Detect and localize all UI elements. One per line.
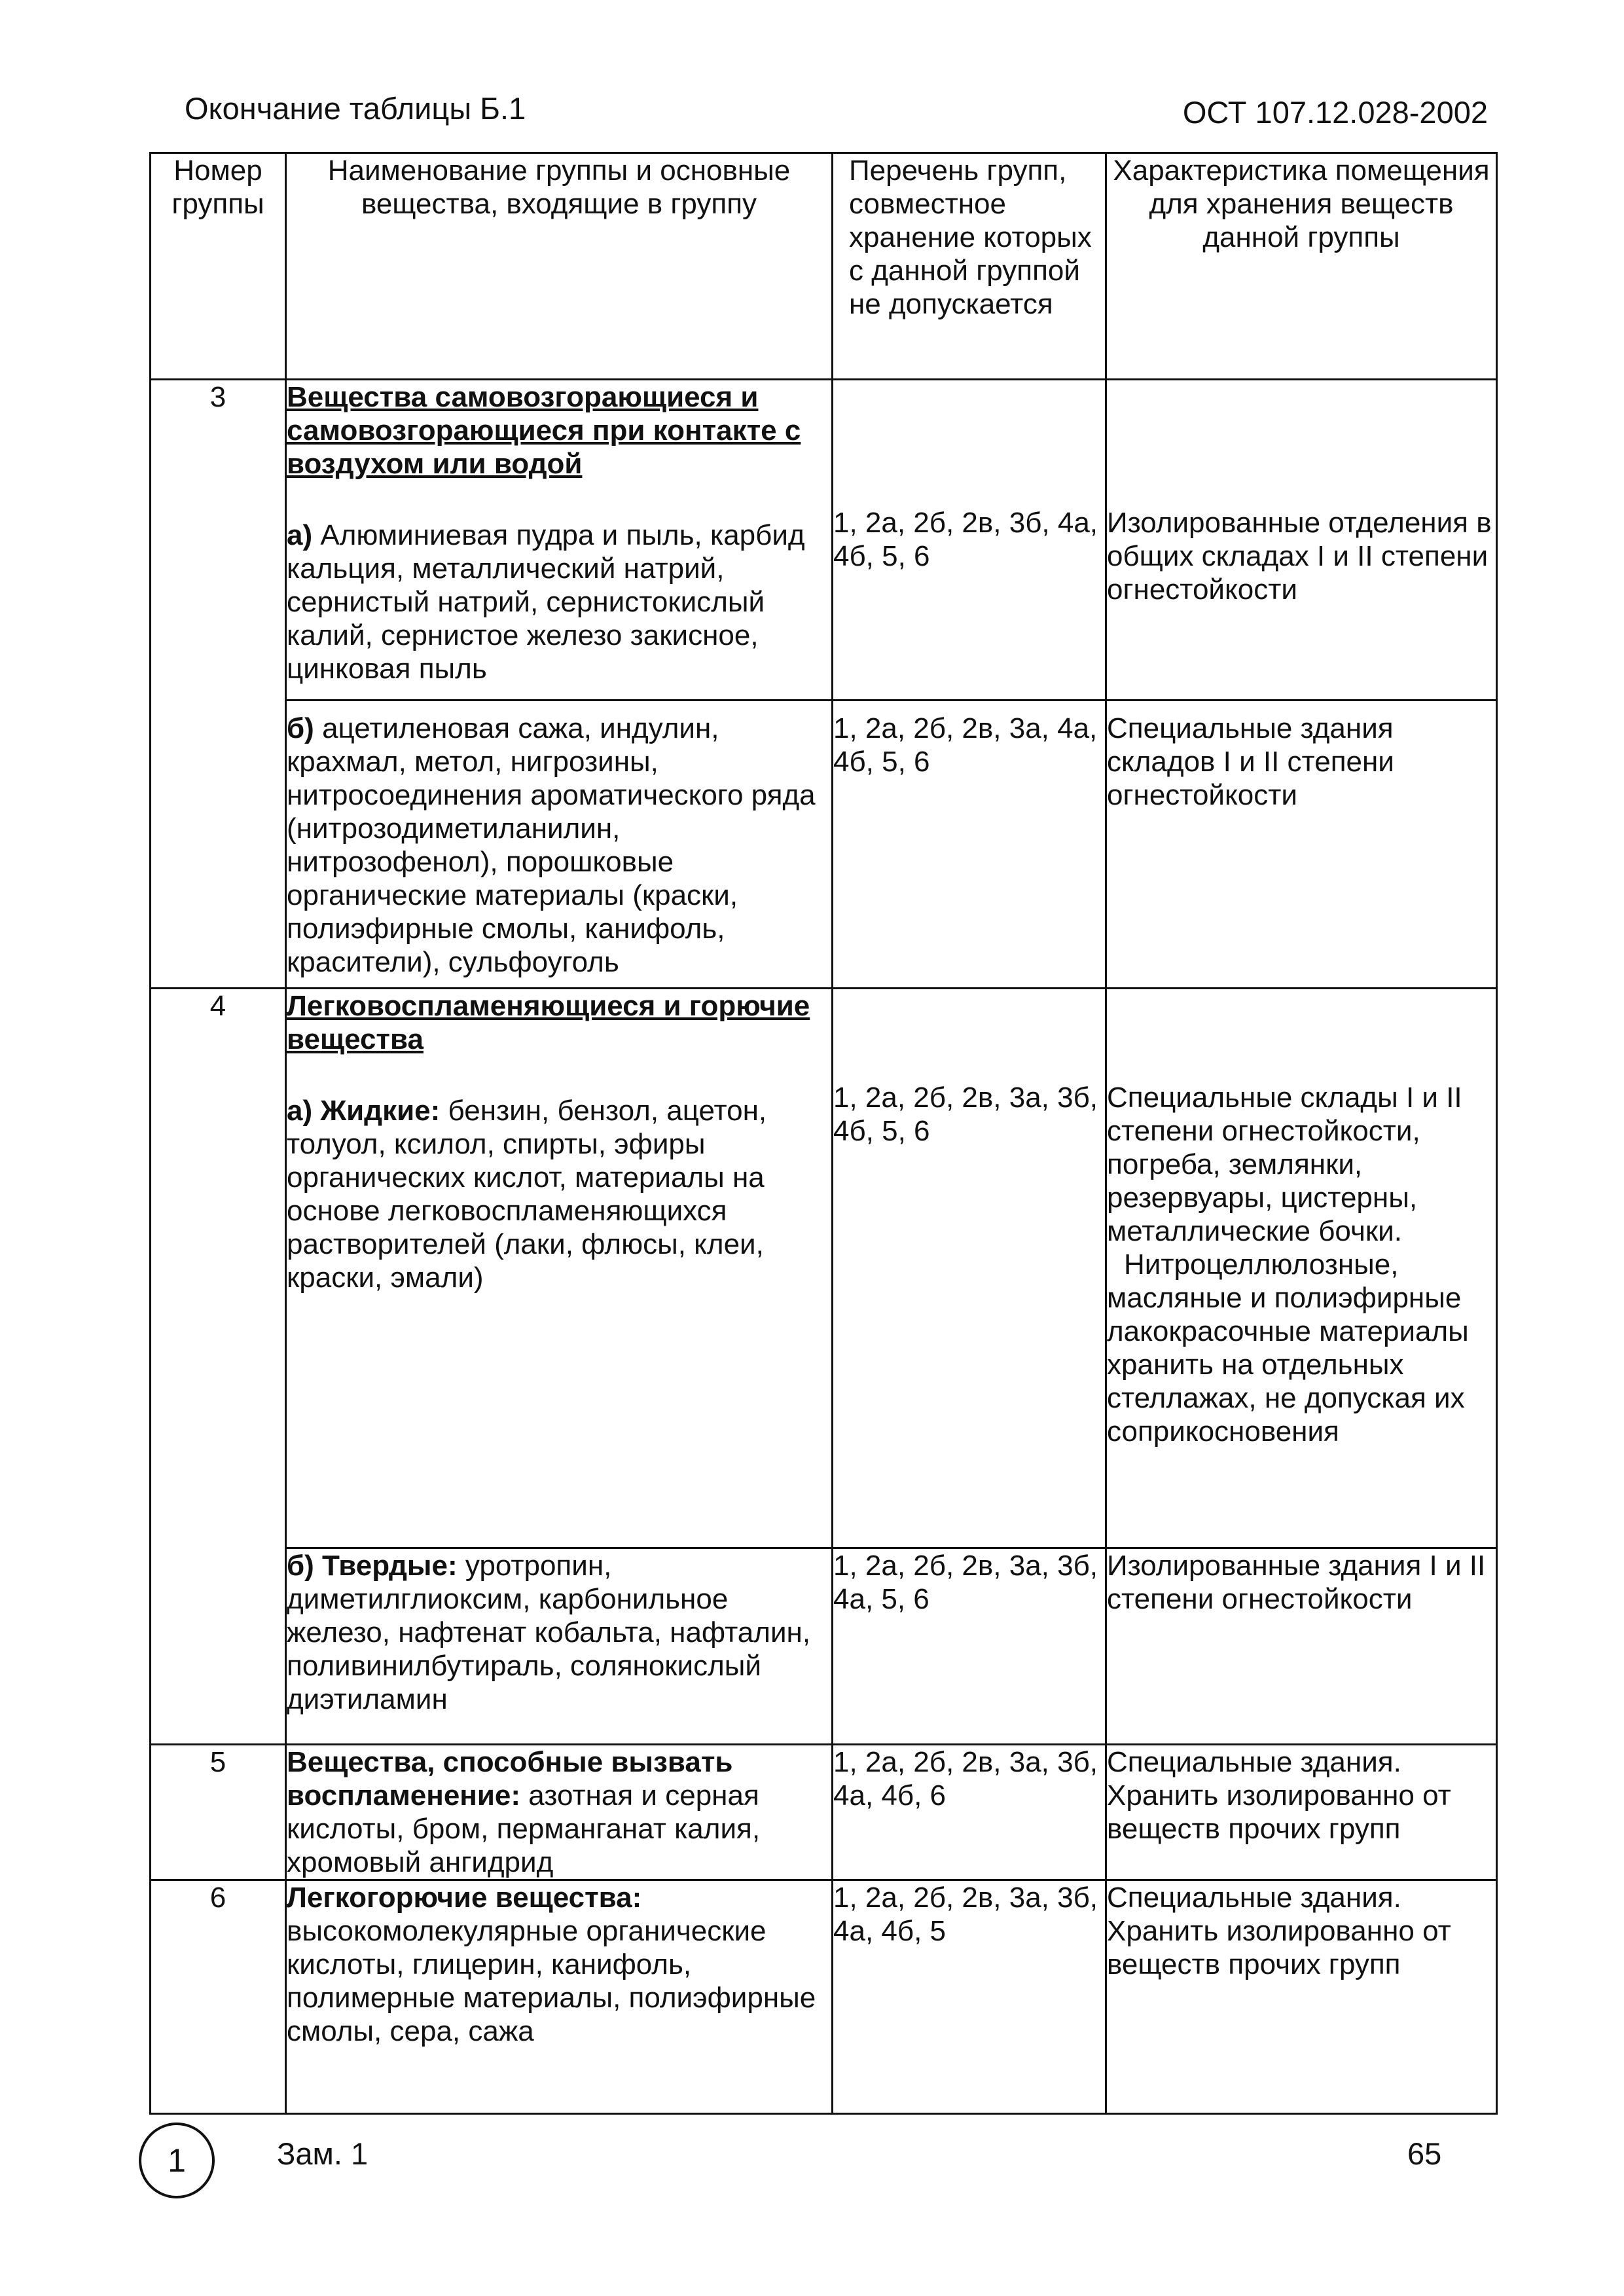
group-description — [286, 380, 833, 701]
col-header-group-name: Наименование группы и основные вещества, входящие в группу — [286, 153, 833, 380]
group-title: Легковоспламеняющиеся и горючие вещества — [287, 990, 810, 1055]
col-header-incompatible-groups: Перечень групп, совместное хранение которых с данной группой не допускается — [833, 153, 1106, 380]
room-characteristics: Специальные здания. Хранить изолированно от веществ прочих групп — [1106, 1880, 1497, 2114]
storage-groups-table — [149, 152, 1498, 2115]
group-number: 4 — [151, 989, 286, 1745]
room-characteristics: Специальные склады I и II степени огнестойкости, погреба, землянки, резервуары, цистерны, металлические бочки. Нитроцеллюлозные, масляные и полиэфирные лакокрасочные материалы хранить на отдельных стеллажах, не допуская их соприкосновения — [1106, 989, 1497, 1548]
subgroup-b: б) Твердые: уротропин, диметилглиоксим, карбонильное железо, нафтенат кобальта, нафталин, поливинилбутираль, солянокислый диэтиламин — [286, 1548, 833, 1745]
col-header-room-characteristics: Характеристика помещения для хранения веществ данной группы — [1106, 153, 1497, 380]
incompatible-groups: 1, 2а, 2б, 2в, 3а, 3б, 4б, 5, 6 — [833, 989, 1106, 1548]
amendment-circle-badge: 1 — [139, 2123, 215, 2198]
incompatible-groups: 1, 2а, 2б, 2в, 3а, 3б, 4а, 4б, 5 — [833, 1880, 1106, 2114]
table-row — [151, 1548, 1497, 1745]
incompatible-groups: 1, 2а, 2б, 2в, 3б, 4а, 4б, 5, 6 — [833, 380, 1106, 701]
room-characteristics: Специальные здания складов I и II степени огнестойкости — [1106, 701, 1497, 989]
table-header-row — [151, 153, 1497, 380]
group-description: Вещества, способные вызвать воспламенение: азотная и серная кислоты, бром, перманганат калия, хромовый ангидрид — [286, 1745, 833, 1880]
incompatible-groups: 1, 2а, 2б, 2в, 3а, 3б, 4а, 4б, 6 — [833, 1745, 1106, 1880]
room-characteristics: Изолированные отделения в общих складах I и II степени огнестойкости — [1106, 380, 1497, 701]
group-description — [286, 989, 833, 1548]
document-code: ОСТ 107.12.028-2002 — [1182, 95, 1488, 130]
table-row — [151, 380, 1497, 701]
group-number: 5 — [151, 1745, 286, 1880]
amendment-label: Зам. 1 — [277, 2136, 369, 2171]
page-number: 65 — [1407, 2136, 1442, 2171]
subgroup-a: а) Жидкие: бензин, бензол, ацетон, толуол, ксилол, спирты, эфиры органических кислот, материалы на основе легковоспламеняющихся растворителей (лаки, флюсы, клеи, краски, эмали) — [287, 1095, 767, 1294]
table-row — [151, 989, 1497, 1548]
table-row — [151, 701, 1497, 989]
group-number: 6 — [151, 1880, 286, 2114]
col-header-group-number: Номер группы — [151, 153, 286, 380]
subgroup-a: а) Алюминиевая пудра и пыль, карбид кальция, металлический натрий, сернистый натрий, сернистокислый калий, сернистое железо закисное, цинковая пыль — [287, 519, 805, 685]
table-row — [151, 1745, 1497, 1880]
group-number: 3 — [151, 380, 286, 989]
incompatible-groups: 1, 2а, 2б, 2в, 3а, 4а, 4б, 5, 6 — [833, 701, 1106, 989]
group-description: Легкогорючие вещества: высокомолекулярные органические кислоты, глицерин, канифоль, полимерные материалы, полиэфирные смолы, сера, сажа — [286, 1880, 833, 2114]
table-row — [151, 1880, 1497, 2114]
subgroup-b: б) ацетиленовая сажа, индулин, крахмал, метол, нигрозины, нитросоединения ароматического ряда (нитрозодиметиланилин, нитрозофенол), порошковые органические материалы (краски, полиэфирные смолы, канифоль, красители), сульфоуголь — [286, 701, 833, 989]
table-continuation-caption: Окончание таблицы Б.1 — [185, 91, 526, 126]
room-characteristics: Специальные здания. Хранить изолированно от веществ прочих групп — [1106, 1745, 1497, 1880]
group-title: Вещества самовозгорающиеся и самовозгорающиеся при контакте с воздухом или водой — [287, 381, 801, 480]
room-characteristics: Изолированные здания I и II степени огнестойкости — [1106, 1548, 1497, 1745]
incompatible-groups: 1, 2а, 2б, 2в, 3а, 3б, 4а, 5, 6 — [833, 1548, 1106, 1745]
